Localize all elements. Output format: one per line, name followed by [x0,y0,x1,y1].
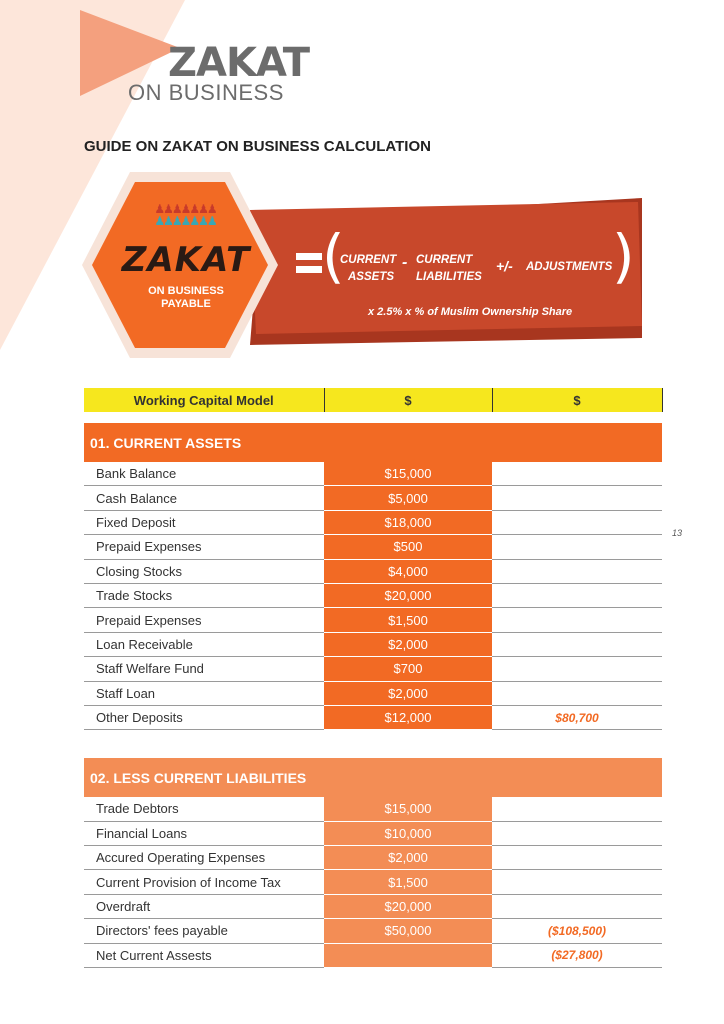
row-total: ($108,500) [492,919,662,943]
row-label: Net Current Assests [84,943,324,967]
row-label: Staff Welfare Fund [84,657,324,681]
row-total [492,894,662,918]
table-row [84,657,662,681]
current-liabilities-term: CURRENT LIABILITIES [416,254,482,283]
equals-sign [296,253,322,275]
table-row [84,943,662,967]
header-total: $ [492,388,662,412]
row-amount: $15,000 [324,462,492,486]
row-label: Loan Receivable [84,632,324,656]
row-amount [324,943,492,967]
table-row [84,846,662,870]
row-total [492,608,662,632]
current-assets-term: CURRENT ASSETS [340,254,397,283]
people-icon: ♟♟♟♟♟♟♟ ♟♟♟♟♟♟♟ [154,202,216,228]
table-row [84,462,662,486]
row-total [492,510,662,534]
row-label: Fixed Deposit [84,510,324,534]
row-label: Prepaid Expenses [84,535,324,559]
row-total [492,583,662,607]
working-capital-table [84,388,663,968]
header-model: Working Capital Model [84,388,324,412]
row-amount: $10,000 [324,821,492,845]
row-total [492,846,662,870]
section-current-assets [84,423,662,462]
row-total [492,657,662,681]
row-label: Financial Loans [84,821,324,845]
table-row [84,608,662,632]
row-label: Staff Loan [84,681,324,705]
row-label: Bank Balance [84,462,324,486]
table-row [84,486,662,510]
table-row [84,894,662,918]
minus-sign: - [402,254,408,271]
table-row [84,797,662,821]
close-paren: ) [612,222,635,290]
table-row [84,919,662,943]
adjustments-term: ADJUSTMENTS [526,261,613,273]
row-label: Other Deposits [84,705,324,729]
row-total [492,535,662,559]
section-title: 01. CURRENT ASSETS [84,423,662,462]
row-amount: $20,000 [324,583,492,607]
row-amount: $15,000 [324,797,492,821]
open-paren: ( [322,222,345,290]
row-total [492,821,662,845]
row-total [492,681,662,705]
row-label: Prepaid Expenses [84,608,324,632]
row-label: Directors' fees payable [84,919,324,943]
logo-title: ZAKAT [168,40,310,86]
section-title: 02. LESS CURRENT LIABILITIES [84,758,662,797]
row-amount: $700 [324,657,492,681]
section-current-liabilities [84,758,662,797]
row-total [492,870,662,894]
rate-line: x 2.5% x % of Muslim Ownership Share [368,306,573,318]
table-row [84,559,662,583]
row-amount: $2,000 [324,632,492,656]
row-amount: $500 [324,535,492,559]
table-row [84,821,662,845]
row-total: ($27,800) [492,943,662,967]
hexagon-title: ZAKAT [121,240,251,280]
row-label: Trade Stocks [84,583,324,607]
row-total [492,797,662,821]
row-total [492,486,662,510]
row-total [492,559,662,583]
row-amount: $1,500 [324,870,492,894]
row-total [492,632,662,656]
row-label: Current Provision of Income Tax [84,870,324,894]
hexagon-subtitle: ON BUSINESS PAYABLE [148,285,224,310]
row-amount: $12,000 [324,705,492,729]
row-label: Trade Debtors [84,797,324,821]
page-title: GUIDE ON ZAKAT ON BUSINESS CALCULATION [84,138,431,155]
row-amount: $18,000 [324,510,492,534]
table-row [84,632,662,656]
row-amount: $20,000 [324,894,492,918]
row-amount: $1,500 [324,608,492,632]
row-amount: $4,000 [324,559,492,583]
row-label: Accured Operating Expenses [84,846,324,870]
plus-minus-sign: +/- [496,258,513,274]
table-row [84,583,662,607]
table-header [84,388,662,412]
page-number: 13 [672,528,683,538]
row-amount: $2,000 [324,681,492,705]
logo-subtitle: ON BUSINESS [128,80,284,105]
row-total [492,462,662,486]
header-amount: $ [324,388,492,412]
table-row [84,535,662,559]
table-row [84,510,662,534]
table-row [84,870,662,894]
row-label: Overdraft [84,894,324,918]
table-row [84,681,662,705]
row-label: Closing Stocks [84,559,324,583]
row-amount: $50,000 [324,919,492,943]
row-amount: $5,000 [324,486,492,510]
row-label: Cash Balance [84,486,324,510]
row-amount: $2,000 [324,846,492,870]
row-total: $80,700 [492,705,662,729]
table-row [84,705,662,729]
